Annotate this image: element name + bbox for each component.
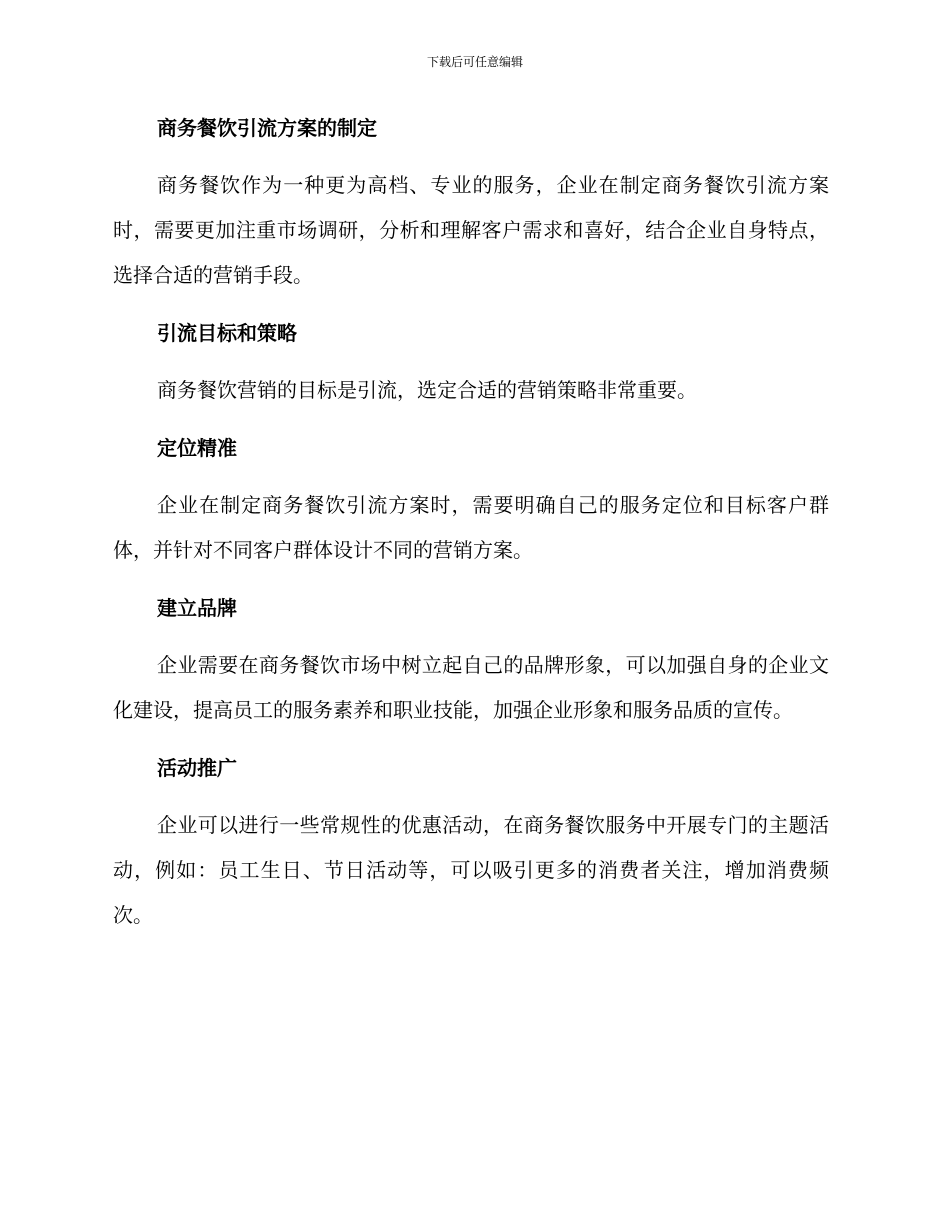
section-paragraph: 商务餐饮作为一种更为高档、专业的服务，企业在制定商务餐饮引流方案时，需要更加注重市场调研，分析和理解客户需求和喜好，结合企业自身特点，选择合适的营销手段。 bbox=[113, 173, 829, 287]
section-heading: 活动推广 bbox=[157, 756, 237, 780]
section-paragraph: 商务餐饮营销的目标是引流，选定合适的营销策略非常重要。 bbox=[157, 378, 697, 402]
section-paragraph: 企业在制定商务餐饮引流方案时，需要明确自己的服务定位和目标客户群体，并针对不同客户群体设计不同的营销方案。 bbox=[113, 493, 829, 562]
section-heading: 定位精准 bbox=[157, 436, 237, 460]
section-paragraph: 企业可以进行一些常规性的优惠活动，在商务餐饮服务中开展专门的主题活动，例如：员工生日、节日活动等，可以吸引更多的消费者关注，增加消费频次。 bbox=[113, 813, 829, 927]
section-paragraph: 企业需要在商务餐饮市场中树立起自己的品牌形象，可以加强自身的企业文化建设，提高员工的服务素养和职业技能，加强企业形象和服务品质的宣传。 bbox=[113, 653, 829, 722]
section-heading: 商务餐饮引流方案的制定 bbox=[157, 116, 377, 140]
document-body bbox=[113, 106, 829, 951]
section-heading: 建立品牌 bbox=[157, 596, 237, 620]
section-heading: 引流目标和策略 bbox=[157, 321, 297, 345]
page-header: 下载后可任意编辑 bbox=[426, 55, 523, 69]
